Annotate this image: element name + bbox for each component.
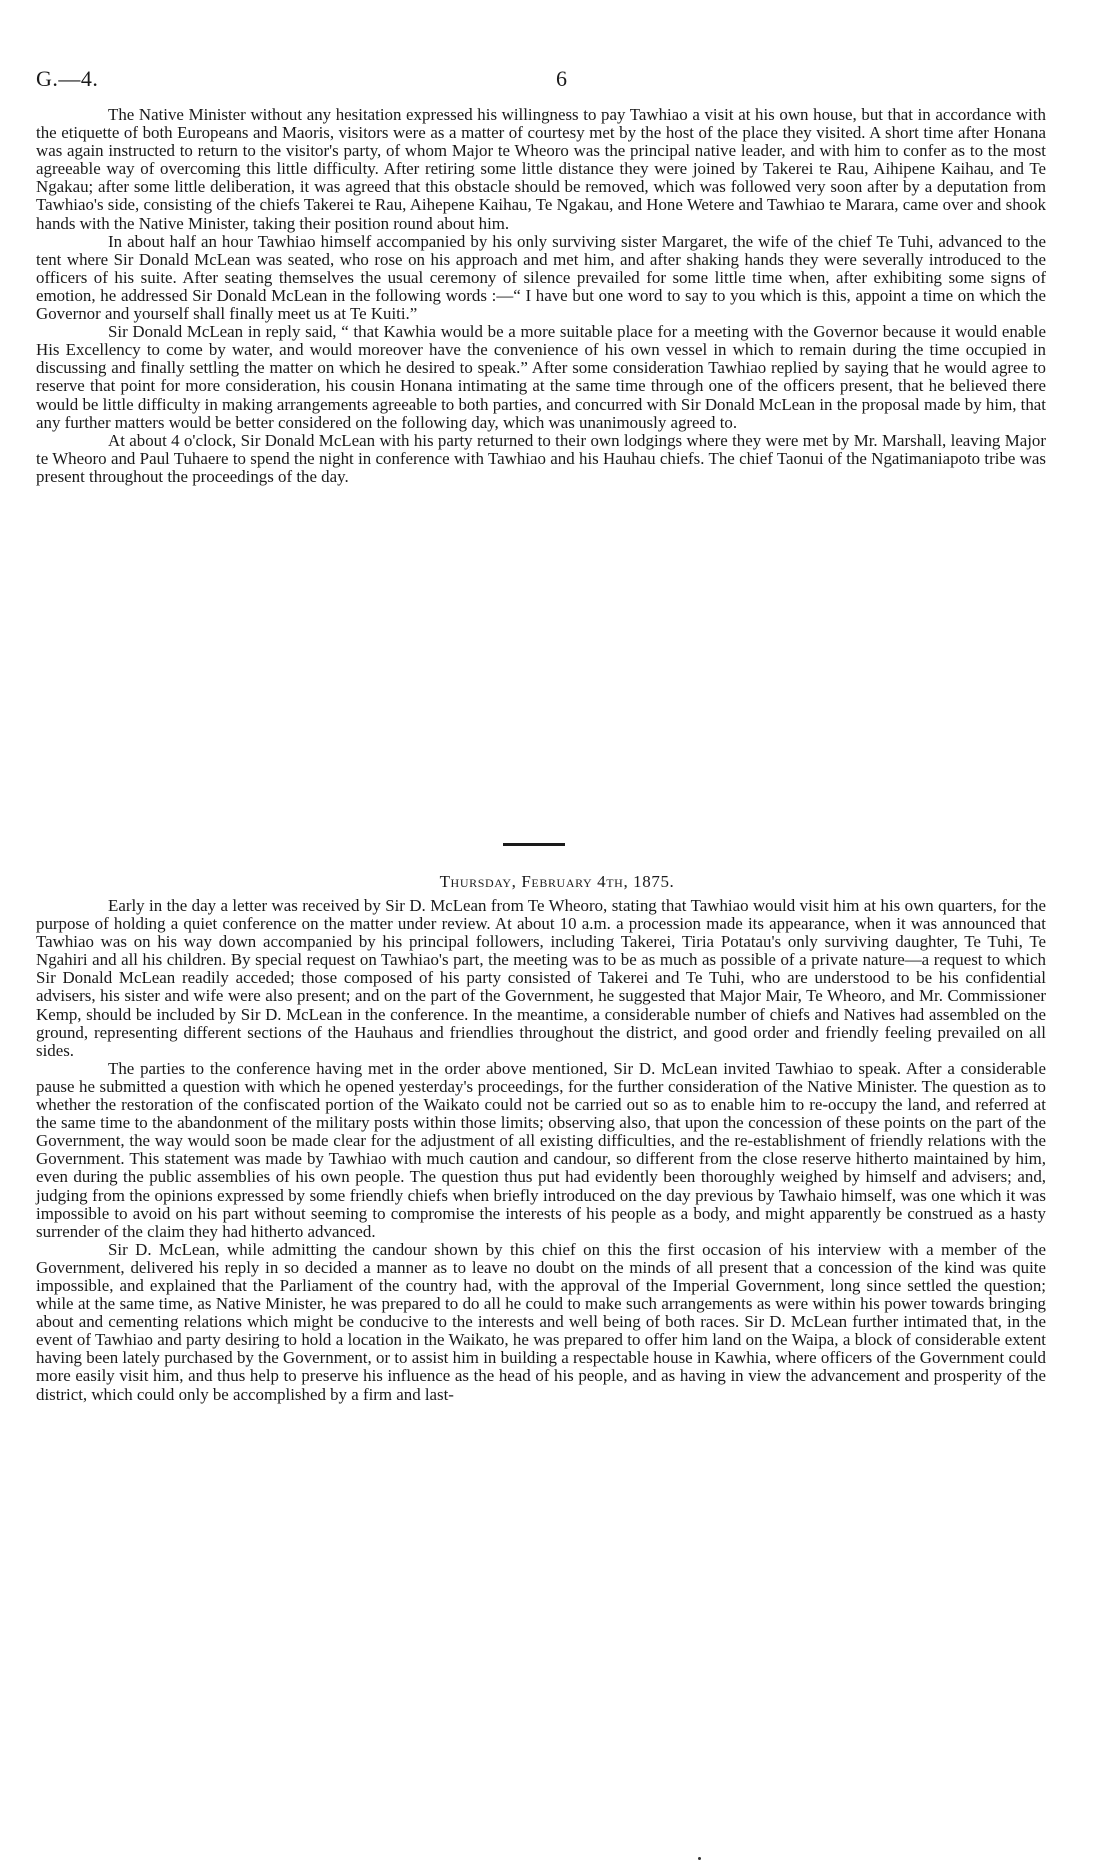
section-thursday-proceedings [36, 897, 1046, 1404]
paragraph: The Native Minister without any hesitation expressed his willingness to pay Tawhiao a visit at his own house, but that in accordance with the etiquette of both Europeans and Maoris, visitors were as a matter of courtesy met by the host of the place they visited. A short time after Honana was again instructed to return to the visitor's party, of whom Major te Wheoro was the principal native leader, and with him to confer as to the most agreeable way of overcoming this little difficulty. After retiring some little distance they were joined by Takerei te Rau, Aihipene Kaihau, and Te Ngakau; after some little deliberation, it was agreed that this obstacle should be removed, which was followed very soon after by a deputation from Tawhiao's side, consisting of the chiefs Takerei te Rau, Aihepene Kaihau, Te Ngakau, and Hone Wetere and Tawhiao te Marara, came over and shook hands with the Native Minister, taking their position round about him. [36, 105, 1046, 233]
section-minutes-continued [36, 106, 1046, 486]
paragraph: At about 4 o'clock, Sir Donald McLean with his party returned to their own lodgings where they were met by Mr. Marshall, leaving Major te Wheoro and Paul Tuhaere to spend the night in conference with Tawhiao and his Hauhau chiefs. The chief Taonui of the Ngatimaniapoto tribe was present throughout the proceedings of the day. [36, 430, 1046, 486]
page-header [36, 66, 1046, 96]
section-divider [503, 843, 565, 846]
paragraph: Sir Donald McLean in reply said, “ that Kawhia would be a more suitable place for a meeting with the Governor because it would enable His Excellency to come by water, and would moreover have the convenience of his own vessel in which to remain during the time occupied in discussing and finally settling the matter on which he desired to speak.” After some consideration Tawhiao replied by saying that he would agree to reserve that point for more consideration, his cousin Honana intimating at the same time through one of the officers present, that he believed there would be little difficulty in making arrangements agreeable to both parties, and concurred with Sir Donald McLean in the proposal made by him, that any further matters would be better considered on the following day, which was unanimously agreed to. [36, 322, 1046, 432]
print-mark [698, 1857, 701, 1860]
section-heading-date: Thursday, February 4th, 1875. [439, 872, 675, 891]
paragraph: The parties to the conference having met in the order above mentioned, Sir D. McLean invited Tawhiao to speak. After a considerable pause he submitted a question with which he opened yesterday's proceedings, for the further consideration of the Native Minister. The question as to whether the restoration of the confiscated portion of the Waikato could not be carried out so as to enable him to re-occupy the land, and referred at the same time to the abandonment of the military posts within those limits; observing also, that upon the concession of these points on the part of the Government, the way would soon be made clear for the adjustment of all existing difficulties, and the re-establishment of friendly relations with the Government. This statement was made by Tawhiao with much caution and candour, so different from the close reserve hitherto maintained by him, even during the public assemblies of his own people. The question thus put had evidently been thoroughly weighed by himself and advisers; and, judging from the opinions expressed by some friendly chiefs when briefly introduced on the day previous by Tawhaio himself, was one which it was impossible to avoid on his part without seeming to compromise the interests of his people as a body, and might apparently be construed as a hasty surrender of the claim they had hitherto advanced. [36, 1058, 1046, 1241]
paragraph: In about half an hour Tawhiao himself accompanied by his only surviving sister Margaret, the wife of the chief Te Tuhi, advanced to the tent where Sir Donald McLean was seated, who rose on his approach and met him, and after shaking hands they were severally introduced to the officers of his suite. After seating themselves the usual ceremony of silence prevailed for some little time when, after exhibiting some signs of emotion, he addressed Sir Donald McLean in the following words :—“ I have but one word to say to you which is this, appoint a time on which the Governor and yourself shall finally meet us at Te Kuiti.” [36, 231, 1046, 324]
document-reference: G.—4. [36, 66, 99, 91]
paragraph: Sir D. McLean, while admitting the candour shown by this chief on this the first occasion of his interview with a member of the Government, delivered his reply in so decided a manner as to leave no doubt on the minds of all present that a concession of the kind was quite impossible, and explained that the Parliament of the country had, with the approval of the Imperial Government, long since settled the question; while at the same time, as Native Minister, he was prepared to do all he could to make such arrangements as were within his power towards bringing about and cementing relations which might be conducive to the interests and well being of both races. Sir D. McLean further intimated that, in the event of Tawhiao and party desiring to hold a location in the Waikato, he was prepared to offer him land on the Waipa, a block of considerable extent having been lately purchased by the Government, or to assist him in building a respectable house in Kawhia, where officers of the Government could more easily visit him, and thus help to preserve his influence as the head of his people, and as having in view the advancement and prosperity of the district, which could only be accomplished by a firm and last- [36, 1239, 1046, 1404]
paragraph: Early in the day a letter was received by Sir D. McLean from Te Wheoro, stating that Tawhiao would visit him at his own quarters, for the purpose of holding a quiet conference on the matter under review. At about 10 a.m. a procession made its appearance, when it was announced that Tawhiao was on his way down accompanied by his principal followers, including Takerei, Tiria Potatau's only surviving daughter, Te Tuhi, Te Ngahiri and all his children. By special request on Tawhiao's part, the meeting was to be as much as possible of a private nature—a request to which Sir Donald McLean readily acceded; those composed of his party consisted of Takerei and Te Tuhi, who are understood to be his confidential advisers, his sister and wife were also present; and on the part of the Government, he suggested that Major Mair, Te Wheoro, and Mr. Commissioner Kemp, should be included by Sir D. McLean in the conference. In the meantime, a considerable number of chiefs and Natives had assembled on the ground, representing different sections of the Hauhaus and friendlies throughout the district, and good order and friendly feeling prevailed on all sides. [36, 896, 1046, 1060]
page-number: 6 [556, 66, 567, 91]
